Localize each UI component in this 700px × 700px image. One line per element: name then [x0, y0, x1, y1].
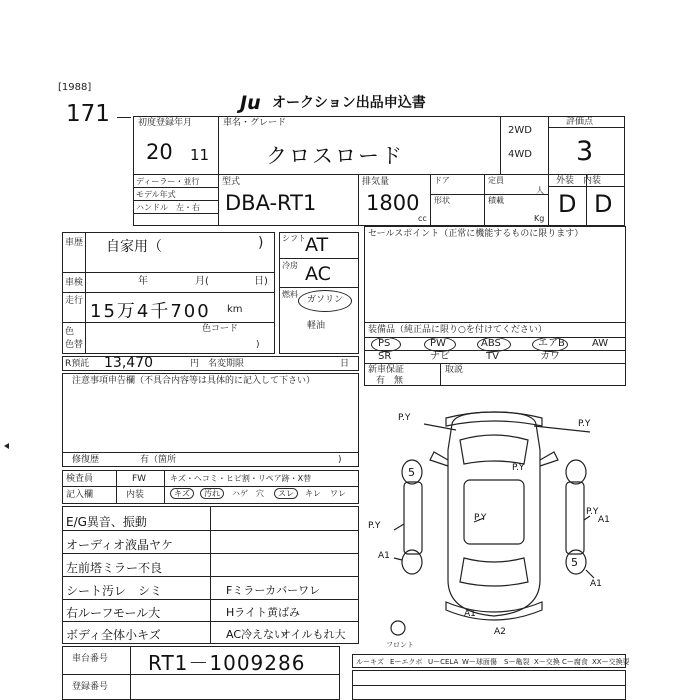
car-left-side — [404, 482, 422, 554]
mileage-label: 走行 — [65, 296, 84, 306]
model-type-value: DBA-RT1 — [225, 191, 317, 215]
inspection-day: 日) — [254, 276, 268, 287]
form-title: オークション出品申込書 — [272, 95, 426, 111]
equipment-navi: ナビ — [430, 351, 450, 362]
shape-label: 形状 — [434, 196, 450, 205]
manual-label: 取説 — [445, 365, 464, 375]
airbag-circle — [532, 337, 568, 352]
equipment-sr: SR — [378, 351, 392, 362]
color-change-tail: ) — [256, 340, 260, 350]
inspection-line — [62, 292, 275, 293]
legend-w: Wー球面傷 — [462, 658, 497, 666]
inspector-col-1 — [116, 470, 117, 504]
inspection-label: 車検 — [65, 278, 84, 288]
chassis-label-col — [130, 646, 131, 700]
mirror-right — [540, 452, 558, 466]
interior-score: D — [594, 190, 613, 218]
ac-value: AC — [305, 263, 331, 285]
legend-xx: XXー交換要 — [592, 658, 630, 666]
guarantee-line — [364, 363, 626, 364]
bottom-right-line — [352, 685, 626, 686]
diag-label-11: A2 — [494, 627, 506, 637]
recycle-label: R預託 — [65, 359, 90, 369]
repair-history-label: 修復歴 — [72, 455, 100, 465]
recycle-status-label: 名変期限 — [208, 359, 245, 369]
repair-close: ) — [338, 455, 342, 465]
chassis-no-value: RT1－1009286 — [148, 651, 306, 675]
car-damage-diagram — [364, 390, 626, 640]
note-3: 左前塔ミラー不良 — [66, 561, 163, 575]
diag-label-10: A1 — [464, 609, 476, 619]
top-grid-row — [133, 174, 625, 175]
ac-line — [279, 287, 359, 288]
diag-label-7: A1 — [598, 515, 610, 525]
model-type-label: 型式 — [222, 177, 241, 187]
leader-3 — [394, 524, 404, 530]
fuel-value: ガソリン — [307, 295, 344, 305]
legend-dent: Eーエクボ — [390, 658, 423, 666]
model-year-line — [133, 200, 218, 201]
note-2: オーディオ液晶ヤケ — [66, 538, 174, 552]
car-windshield — [460, 435, 528, 464]
light-oil-label: 軽油 — [307, 321, 326, 331]
capacity-label: 定員 — [488, 176, 504, 185]
type-divider — [358, 174, 359, 226]
interior-option-peel: ハゲ — [232, 489, 248, 498]
margin-triangle-icon — [4, 443, 9, 449]
model-grade-label: 車名・グレード — [223, 118, 287, 128]
vehicle-info-label-col — [85, 232, 86, 354]
leader-5 — [394, 558, 402, 560]
recycle-yen: 円 — [190, 359, 200, 369]
displacement-divider — [430, 174, 431, 226]
fw-label: FW — [132, 474, 147, 484]
top-grid-divider-1 — [218, 116, 219, 226]
displacement-label: 排気量 — [362, 177, 390, 187]
notes-label: 注意事項申告欄（不具合内容等は具体的に記入して下さい） — [72, 376, 316, 386]
usage-value: 自家用（ — [106, 239, 162, 255]
interior-option-crack: ワレ — [330, 489, 346, 498]
interior-option-wear: スレ — [274, 488, 298, 499]
interior-option-hole: 穴 — [256, 489, 264, 498]
mirror-left — [430, 452, 448, 466]
displacement-value: 1800 — [366, 191, 420, 215]
dealer-label: ディーラー・並行 — [136, 177, 200, 186]
usage-line — [62, 272, 275, 273]
person-label: 人 — [536, 186, 544, 195]
cc-label: cc — [418, 214, 427, 223]
car-roof — [464, 480, 524, 544]
fuel-label: 燃料 — [282, 290, 298, 299]
color-label: 色 — [65, 327, 75, 337]
top-grid-divider-3 — [548, 116, 549, 226]
car-front-bumper — [446, 412, 542, 426]
wd4-label: 4WD — [508, 149, 532, 160]
diag-label-13: 5 — [571, 556, 578, 569]
handle-line — [133, 213, 218, 214]
note-8: Hライト黄ばみ — [226, 606, 300, 619]
notes-row-4 — [62, 599, 359, 600]
equipment-label: 装備品（純正品に限り○を付けてください） — [368, 325, 547, 335]
inspector-mid — [62, 486, 359, 487]
equipment-leather: カワ — [540, 351, 560, 362]
wheel-front-right — [566, 460, 586, 484]
interior-option-dirt: 汚れ — [200, 488, 224, 499]
diag-label-8: A1 — [378, 551, 390, 561]
ext-int-label: 外装 内装 — [556, 176, 602, 186]
ju-logo: Ju — [240, 92, 261, 114]
new-car-guarantee-label: 新車保証 — [368, 365, 405, 375]
diag-label-9: A1 — [590, 579, 602, 589]
kg-label: Kg — [534, 214, 545, 223]
equipment-tv: TV — [486, 351, 499, 362]
note-5: 右ルーフモール大 — [66, 606, 161, 620]
door-divider — [484, 174, 485, 226]
equipment-abs: ABS — [481, 338, 501, 349]
note-10: オイルもれ大 — [280, 628, 346, 641]
interior-option-cut: キレ — [305, 489, 321, 498]
door-label: ドア — [434, 176, 450, 185]
equipment-line — [364, 322, 626, 323]
ac-label: 冷房 — [282, 261, 298, 270]
inner-label: 内装 — [126, 490, 145, 500]
ps-circle — [371, 337, 401, 352]
leader-6 — [586, 570, 594, 578]
notes-row-5 — [62, 621, 359, 622]
usage-close: ) — [258, 235, 264, 251]
equipment-pw: PW — [430, 338, 446, 349]
equipment-ps: PS — [378, 338, 391, 349]
note-1: E/G異音、振動 — [66, 515, 147, 529]
legend-x: Xー交換 — [534, 658, 560, 666]
inspector-label: 検査員 — [66, 474, 94, 484]
fw-options: キズ・ヘコミ・ヒビ割・リペア跡・X替 — [170, 474, 312, 483]
entry-label: 記入欄 — [66, 490, 94, 500]
car-right-side — [566, 482, 584, 554]
car-rear-bumper — [446, 602, 542, 620]
interior-option-scratch: キズ — [170, 488, 194, 499]
mileage-unit: km — [227, 304, 243, 315]
lot-number: 171 — [66, 101, 110, 127]
usage-label: 車歴 — [65, 238, 84, 248]
legend-c: Cー腐食 — [562, 658, 588, 666]
model-year-label: モデル年式 — [136, 190, 176, 199]
front-label: フロント — [386, 641, 414, 649]
color-code-label: 色コード — [202, 324, 239, 334]
chassis-no-label: 車台番号 — [72, 654, 109, 664]
diag-label-3: P.Y — [512, 463, 525, 473]
first-reg-month: 11 — [190, 146, 210, 164]
eval-score-value: 3 — [576, 136, 594, 167]
eval-score-label: 評価点 — [566, 117, 594, 127]
notes-row-2 — [62, 553, 359, 554]
inspection-year: 年 — [138, 276, 148, 287]
legend-s: Sー亀裂 — [504, 658, 530, 666]
model-name: クロスロード — [266, 144, 404, 168]
mileage-value: 15万4千700 — [90, 301, 211, 322]
diag-label-5: P.Y — [474, 513, 487, 523]
abs-circle — [477, 337, 511, 352]
shift-value: AT — [305, 234, 329, 256]
first-reg-year: 20 — [146, 140, 173, 164]
notes-row-3 — [62, 576, 359, 577]
equipment-airbag: エアB — [538, 338, 565, 349]
score-header-line — [548, 127, 625, 128]
note-6: ボディ全体小キズ — [66, 628, 161, 642]
diag-label-4: P.Y — [368, 521, 381, 531]
diag-label-12: 5 — [408, 466, 415, 479]
reg-no-label: 登録番号 — [72, 682, 109, 692]
repair-line — [62, 452, 359, 453]
notes-grid-divider — [210, 506, 211, 644]
sales-points-block — [364, 226, 626, 386]
car-rear-window — [460, 558, 528, 586]
door-line — [430, 194, 548, 195]
diag-label-6: P.Y — [586, 507, 599, 517]
guarantee-divider — [440, 363, 441, 386]
shift-line — [279, 258, 359, 259]
lot-dash — [117, 117, 131, 118]
legend-u: UーCELA — [428, 658, 459, 666]
equipment-aw: AW — [592, 338, 609, 349]
recycle-day: 日 — [340, 359, 350, 369]
first-reg-label: 初度登録年月 — [138, 118, 193, 128]
notes-row-1 — [62, 530, 359, 531]
note-7: Fミラーカバーワレ — [226, 584, 321, 597]
recycle-value: 13,470 — [104, 355, 153, 371]
dealer-line — [133, 187, 218, 188]
shift-label: シフト — [282, 234, 306, 243]
cargo-label: 積載 — [488, 196, 504, 205]
sales-points-label: セールスポイント（正常に機能するものに限ります） — [368, 229, 584, 239]
guarantee-yes-no: 有 無 — [376, 376, 404, 386]
pw-circle — [424, 337, 456, 352]
diag-label-2: P.Y — [578, 419, 591, 429]
repair-history-value: 有（箇所 — [140, 455, 177, 465]
top-grid-divider-2 — [500, 116, 501, 174]
handle-label: ハンドル 左・右 — [136, 203, 200, 212]
exterior-score: D — [558, 190, 577, 218]
diag-label-1: P.Y — [398, 413, 411, 423]
note-4: シート汚レ シミ — [66, 584, 163, 598]
vehicle-info-block — [62, 232, 275, 354]
inspector-col-2 — [164, 470, 165, 504]
inspection-month: 月( — [195, 276, 209, 287]
stamp-circle — [391, 621, 405, 635]
legend-scratch: ルーキズ — [356, 658, 384, 666]
note-9: AC冷えない — [226, 628, 286, 641]
form-ref: [1988] — [58, 82, 92, 93]
color-change-label: 色替 — [65, 340, 84, 350]
wd2-label: 2WD — [508, 125, 532, 136]
